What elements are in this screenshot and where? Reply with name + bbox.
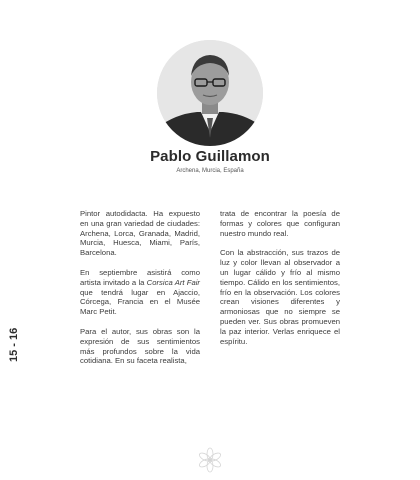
bio-paragraph	[80, 268, 200, 317]
bio-column-right	[220, 209, 340, 356]
floral-ornament-icon	[196, 446, 224, 474]
bio-paragraph: Para el autor, sus obras son la expresión de sus sentimientos más profundos sobre la vida cotidiana. En su faceta realista,	[80, 326, 200, 366]
artist-name: Pablo Guillamon	[150, 148, 270, 165]
bio-paragraph: Con la abstracción, sus trazos de luz y color llevan al observador a un lugar cálido y frío al mismo tiempo. Cálido en los sentimientos, frío en la observación. Los colores crean visiones diferentes y armoniosas que no siempre se pueden ver. Sus obras promueven la paz interior. Verlas enriquece el espíritu.	[220, 248, 340, 346]
bio-paragraph: trata de encontrar la poesía de formas y colores que configuran nuestro mundo real.	[220, 209, 340, 238]
bio-column-left	[80, 209, 200, 376]
artist-portrait	[157, 40, 263, 146]
bio-paragraph: Pintor autodidacta. Ha expuesto en una gran variedad de ciudades: Archena, Lorca, Granada, Madrid, Murcia, Huesca, Miami, París, Barcelona.	[80, 209, 200, 258]
bio-text: En septiembre asistirá como artista invitado a la	[80, 267, 200, 287]
fair-name: Corsica Art Fair	[146, 277, 200, 287]
artist-location: Archena, Murcia, España	[176, 168, 244, 174]
bio-text: que tendrá lugar en Ajaccio, Córcega, Francia en el Musée Marc Petit.	[80, 287, 200, 317]
portrait-photo	[157, 40, 263, 146]
page-numbers: 15 - 16	[8, 327, 20, 362]
